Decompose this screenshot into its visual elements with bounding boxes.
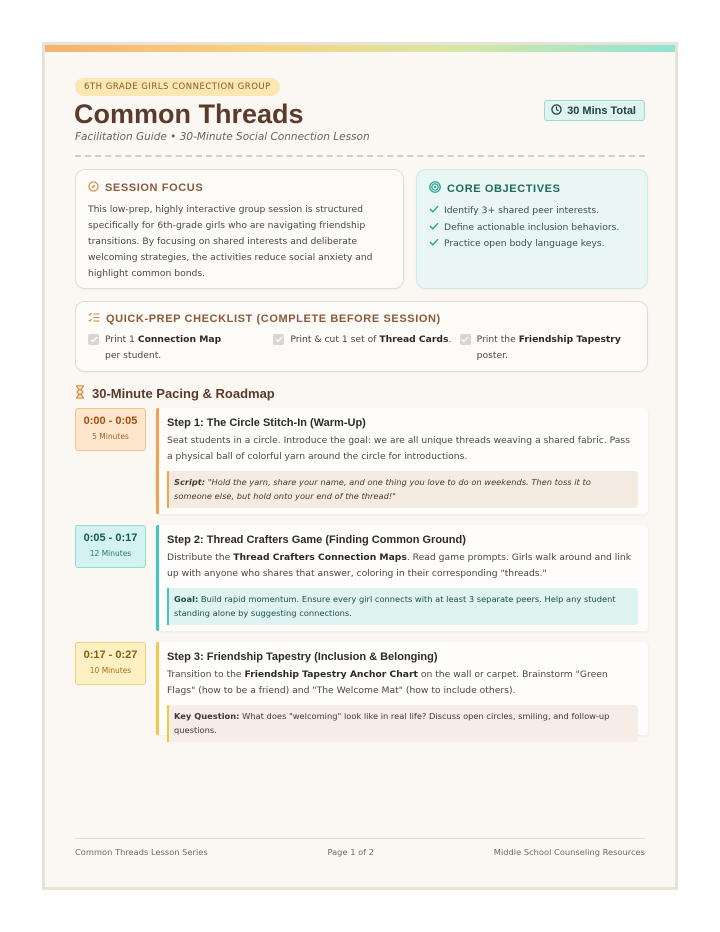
checklist-items: [88, 332, 635, 363]
lesson-page: [42, 42, 678, 890]
footer-source: Middle School Counseling Resources: [493, 847, 645, 857]
hourglass-icon: [75, 385, 85, 402]
target-icon: [429, 181, 441, 196]
step-title: Step 1: The Circle Stitch-In (Warm-Up): [167, 417, 366, 429]
step-key-question-note: Key Question: What does "welcoming" look like in real life? Discuss open circles, smiling, and follow-up questions.: [167, 705, 638, 742]
gradient-top-bar: [45, 45, 675, 52]
step-card: [156, 525, 648, 631]
step-script-note: Script: "Hold the yarn, share your name, and one thing you love to do on weekends. Then toss it to someone else, but hold onto your end of the thread!": [167, 471, 638, 508]
checklist-icon: [88, 312, 100, 326]
step-card: [156, 408, 648, 514]
step-time-box: 0:17 - 0:27 10 Minutes: [75, 642, 146, 685]
step-description: Distribute the Thread Crafters Connection Maps. Read game prompts. Girls walk around and link up with anyone who shares that answer, coloring in their corresponding "threads.": [167, 552, 632, 579]
step-description: Seat students in a circle. Introduce the goal: we are all unique threads weaving a shared fabric. Pass a physical ball of colorful yarn around the circle for introductions.: [167, 435, 630, 462]
objective-item: Practice open body language keys.: [429, 236, 635, 253]
step-card: [156, 642, 648, 735]
objective-item: Define actionable inclusion behaviors.: [429, 220, 635, 237]
time-total-label: 30 Mins Total: [567, 104, 636, 117]
objectives-list: [429, 203, 635, 253]
checklist-item[interactable]: Print & cut 1 set of Thread Cards.: [273, 332, 459, 363]
step-goal-note: Goal: Build rapid momentum. Ensure every girl connects with at least 3 separate peers. Help any student standing alone by suggesting connections.: [167, 588, 638, 625]
checkbox-icon[interactable]: [460, 334, 471, 345]
step-description: Transition to the Friendship Tapestry Anchor Chart on the wall or carpet. Brainstorm "Green Flags" (how to be a friend) and "The Welcome Mat" (how to include others).: [167, 669, 608, 696]
step-time-box: 0:05 - 0:17 12 Minutes: [75, 525, 146, 568]
session-focus-heading: SESSION FOCUS: [88, 181, 391, 195]
page-subtitle: Facilitation Guide • 30-Minute Social Connection Lesson: [75, 131, 370, 143]
step-title: Step 2: Thread Crafters Game (Finding Common Ground): [167, 534, 466, 546]
checkmark-icon: [429, 203, 439, 220]
objective-item: Identify 3+ shared peer interests.: [429, 203, 635, 220]
core-objectives-heading: CORE OBJECTIVES: [429, 181, 635, 196]
page-title: Common Threads: [74, 99, 304, 129]
checklist-heading: QUICK-PREP CHECKLIST (COMPLETE BEFORE SESSION): [88, 312, 635, 326]
step-time-box: 0:00 - 0:05 5 Minutes: [75, 408, 146, 451]
checkmark-icon: [429, 236, 439, 253]
roadmap-heading: 30-Minute Pacing & Roadmap: [75, 385, 275, 402]
grade-badge: 6TH GRADE GIRLS CONNECTION GROUP: [75, 78, 280, 96]
checkmark-icon: [429, 220, 439, 237]
session-focus-text: This low-prep, highly interactive group session is structured specifically for 6th-grade girls who are navigating friendship transitions. By focusing on shared interests and deliberate welcoming strategies, the activities reduce social anxiety and highlight common bonds.: [88, 204, 373, 279]
step-title: Step 3: Friendship Tapestry (Inclusion & Belonging): [167, 651, 438, 663]
session-focus-card: [75, 169, 404, 289]
checklist-item[interactable]: Print 1 Connection Map per student.: [88, 332, 273, 363]
checkbox-icon[interactable]: [273, 334, 284, 345]
footer-series: Common Threads Lesson Series: [75, 847, 208, 857]
header-divider: [75, 155, 645, 157]
page-footer: [75, 838, 645, 857]
core-objectives-card: [416, 169, 648, 289]
checkbox-icon[interactable]: [88, 334, 99, 345]
time-total-badge: [544, 100, 645, 121]
checklist-item[interactable]: Print the Friendship Tapestry poster.: [460, 332, 635, 363]
compass-icon: [88, 181, 99, 195]
footer-page-number: Page 1 of 2: [327, 847, 375, 857]
clock-icon: [551, 104, 562, 118]
quick-prep-checklist-card: [75, 301, 648, 372]
